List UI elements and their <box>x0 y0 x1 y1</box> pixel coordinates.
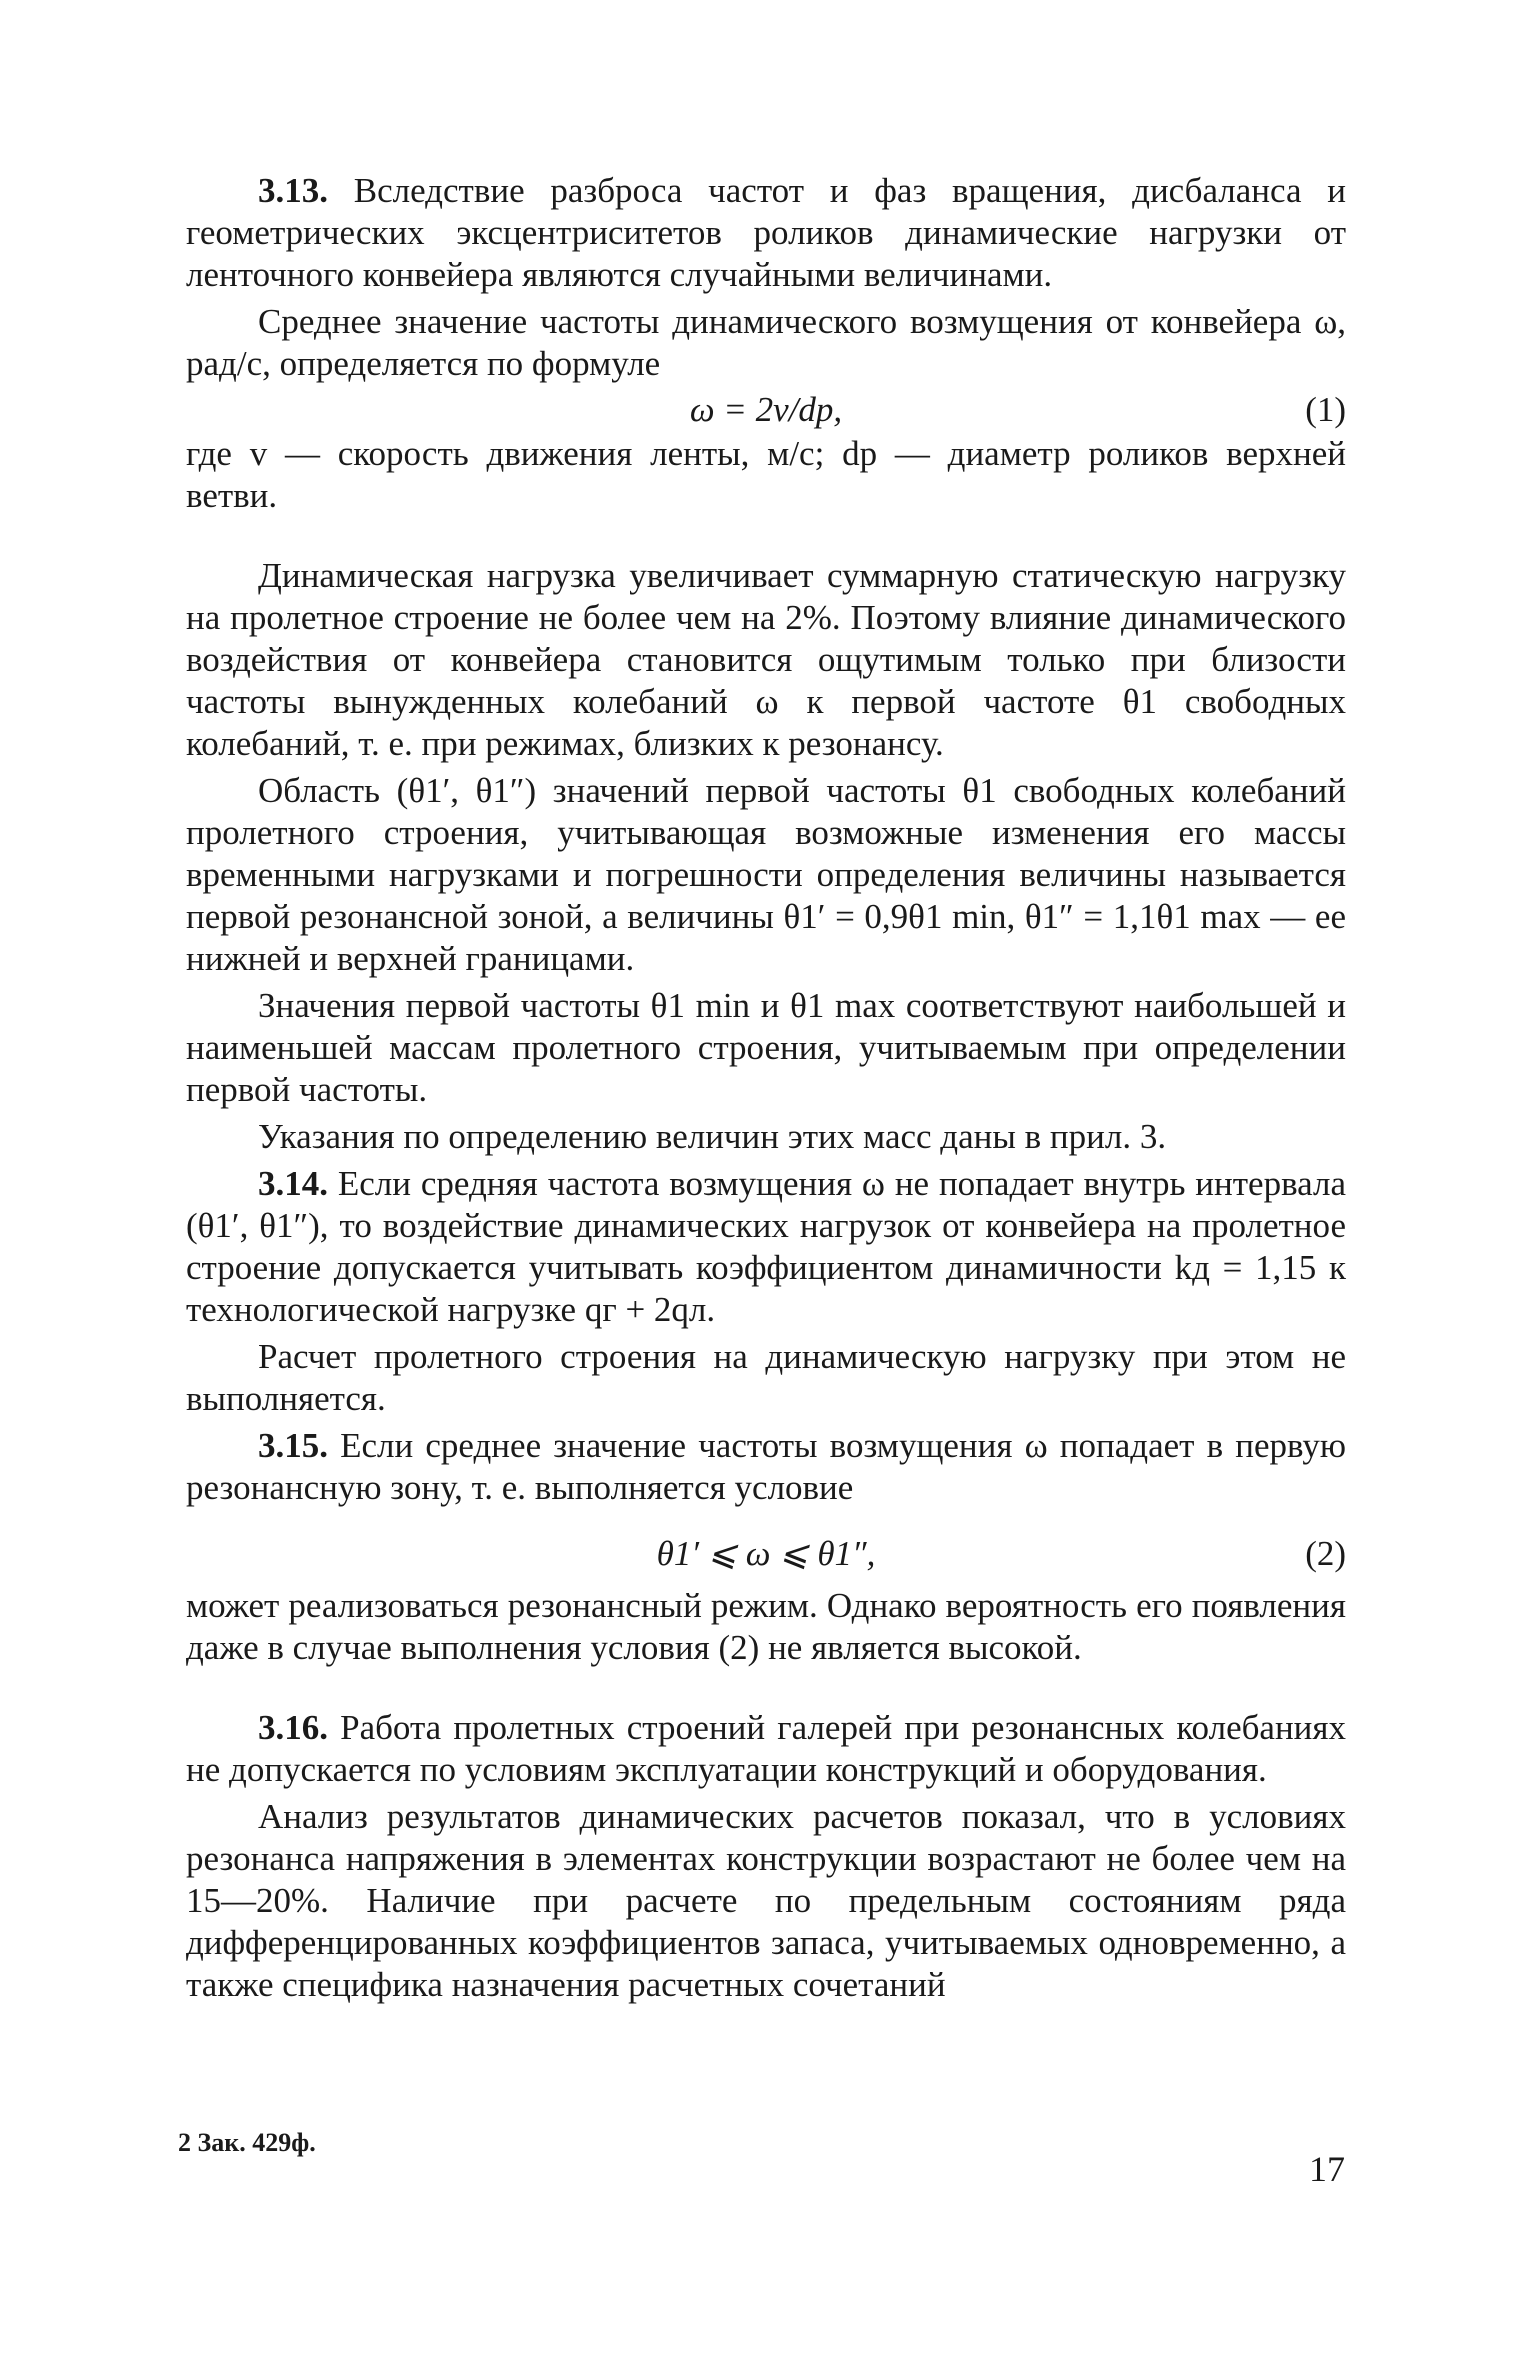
paragraph: Расчет пролетного строения на динамическую нагрузку при этом не выполняется. <box>186 1337 1346 1418</box>
paragraph-3-16 <box>186 1707 1346 1791</box>
paragraph: Среднее значение частоты динамического возмущения от конвейера ω, рад/с, определяется по формуле <box>186 302 1346 383</box>
section-number: 3.13. <box>258 171 328 210</box>
paragraph-3-14 <box>186 1163 1346 1331</box>
section-number: 3.15. <box>258 1426 328 1465</box>
paragraph-text: Работа пролетных строений галерей при резонансных колебаниях не допускается по условиям эксплуатации конструкций и оборудования. <box>186 1708 1347 1789</box>
paragraph-text: Если средняя частота возмущения ω не попадает внутрь интервала (θ1′, θ1″), то воздействие динамических нагрузок от конвейера на пролетное строение допускается учитывать коэффициентом динамичности kд = 1,15 к технологической нагрузке qг + 2qл. <box>186 1164 1346 1329</box>
paragraph: Анализ результатов динамических расчетов показал, что в условиях резонанса напряжения в элементах конструкции возрастают не более чем на 15—20%. Наличие при расчете по предельным состояниям ряда дифференцированных коэффициентов запаса, учитываемых одновременно, а также специфика назначения расчетных сочетаний <box>186 1797 1346 2004</box>
paragraph: может реализоваться резонансный режим. Однако вероятность его появления даже в случае выполнения условия (2) не является высокой. <box>186 1586 1346 1667</box>
paragraph: Значения первой частоты θ1 min и θ1 max соответствуют наибольшей и наименьшей массам пролетного строения, учитываемым при определении первой частоты. <box>186 986 1346 1109</box>
paragraph-text: Вследствие разброса частот и фаз вращения, дисбаланса и геометрических эксцентриситетов роликов динамические нагрузки от ленточного конвейера являются случайными величинами. <box>186 171 1346 294</box>
paragraph-3-15 <box>186 1425 1346 1509</box>
section-number: 3.14. <box>258 1164 328 1203</box>
formula-number: (2) <box>1305 1534 1346 1573</box>
paragraph: Динамическая нагрузка увеличивает суммарную статическую нагрузку на пролетное строение не более чем на 2%. Поэтому влияние динамического воздействия от конвейера становится ощутимым только при близости частоты вынужденных колебаний ω к первой частоте θ1 свободных колебаний, т. е. при режимах, близких к резонансу. <box>186 556 1346 763</box>
paragraph: Указания по определению величин этих масс даны в прил. 3. <box>258 1117 1167 1156</box>
formula-1 <box>186 389 1346 431</box>
paragraph: Область (θ1′, θ1″) значений первой частоты θ1 свободных колебаний пролетного строения, учитывающая возможные изменения его массы временными нагрузками и погрешности определения величины называется первой резонансной зоной, а величины θ1′ = 0,9θ1 min, θ1″ = 1,1θ1 max — ее нижней и верхней границами. <box>186 771 1346 978</box>
section-number: 3.16. <box>258 1708 328 1747</box>
body-text <box>186 170 1346 2006</box>
paragraph-3-13 <box>186 170 1346 296</box>
paragraph-where: где v — скорость движения ленты, м/с; dр — диаметр роликов верхней ветви. <box>186 434 1346 515</box>
formula-2 <box>186 1533 1346 1575</box>
formula-number: (1) <box>1305 390 1346 429</box>
formula-expression: ω = 2v/dр, <box>689 390 843 429</box>
page-number: 17 <box>1309 2149 1345 2189</box>
formula-expression: θ1′ ⩽ ω ⩽ θ1″, <box>656 1534 876 1573</box>
paragraph-text: Если среднее значение частоты возмущения ω попадает в первую резонансную зону, т. е. выполняется условие <box>186 1426 1346 1507</box>
order-note: 2 Зак. 429ф. <box>178 2128 316 2157</box>
